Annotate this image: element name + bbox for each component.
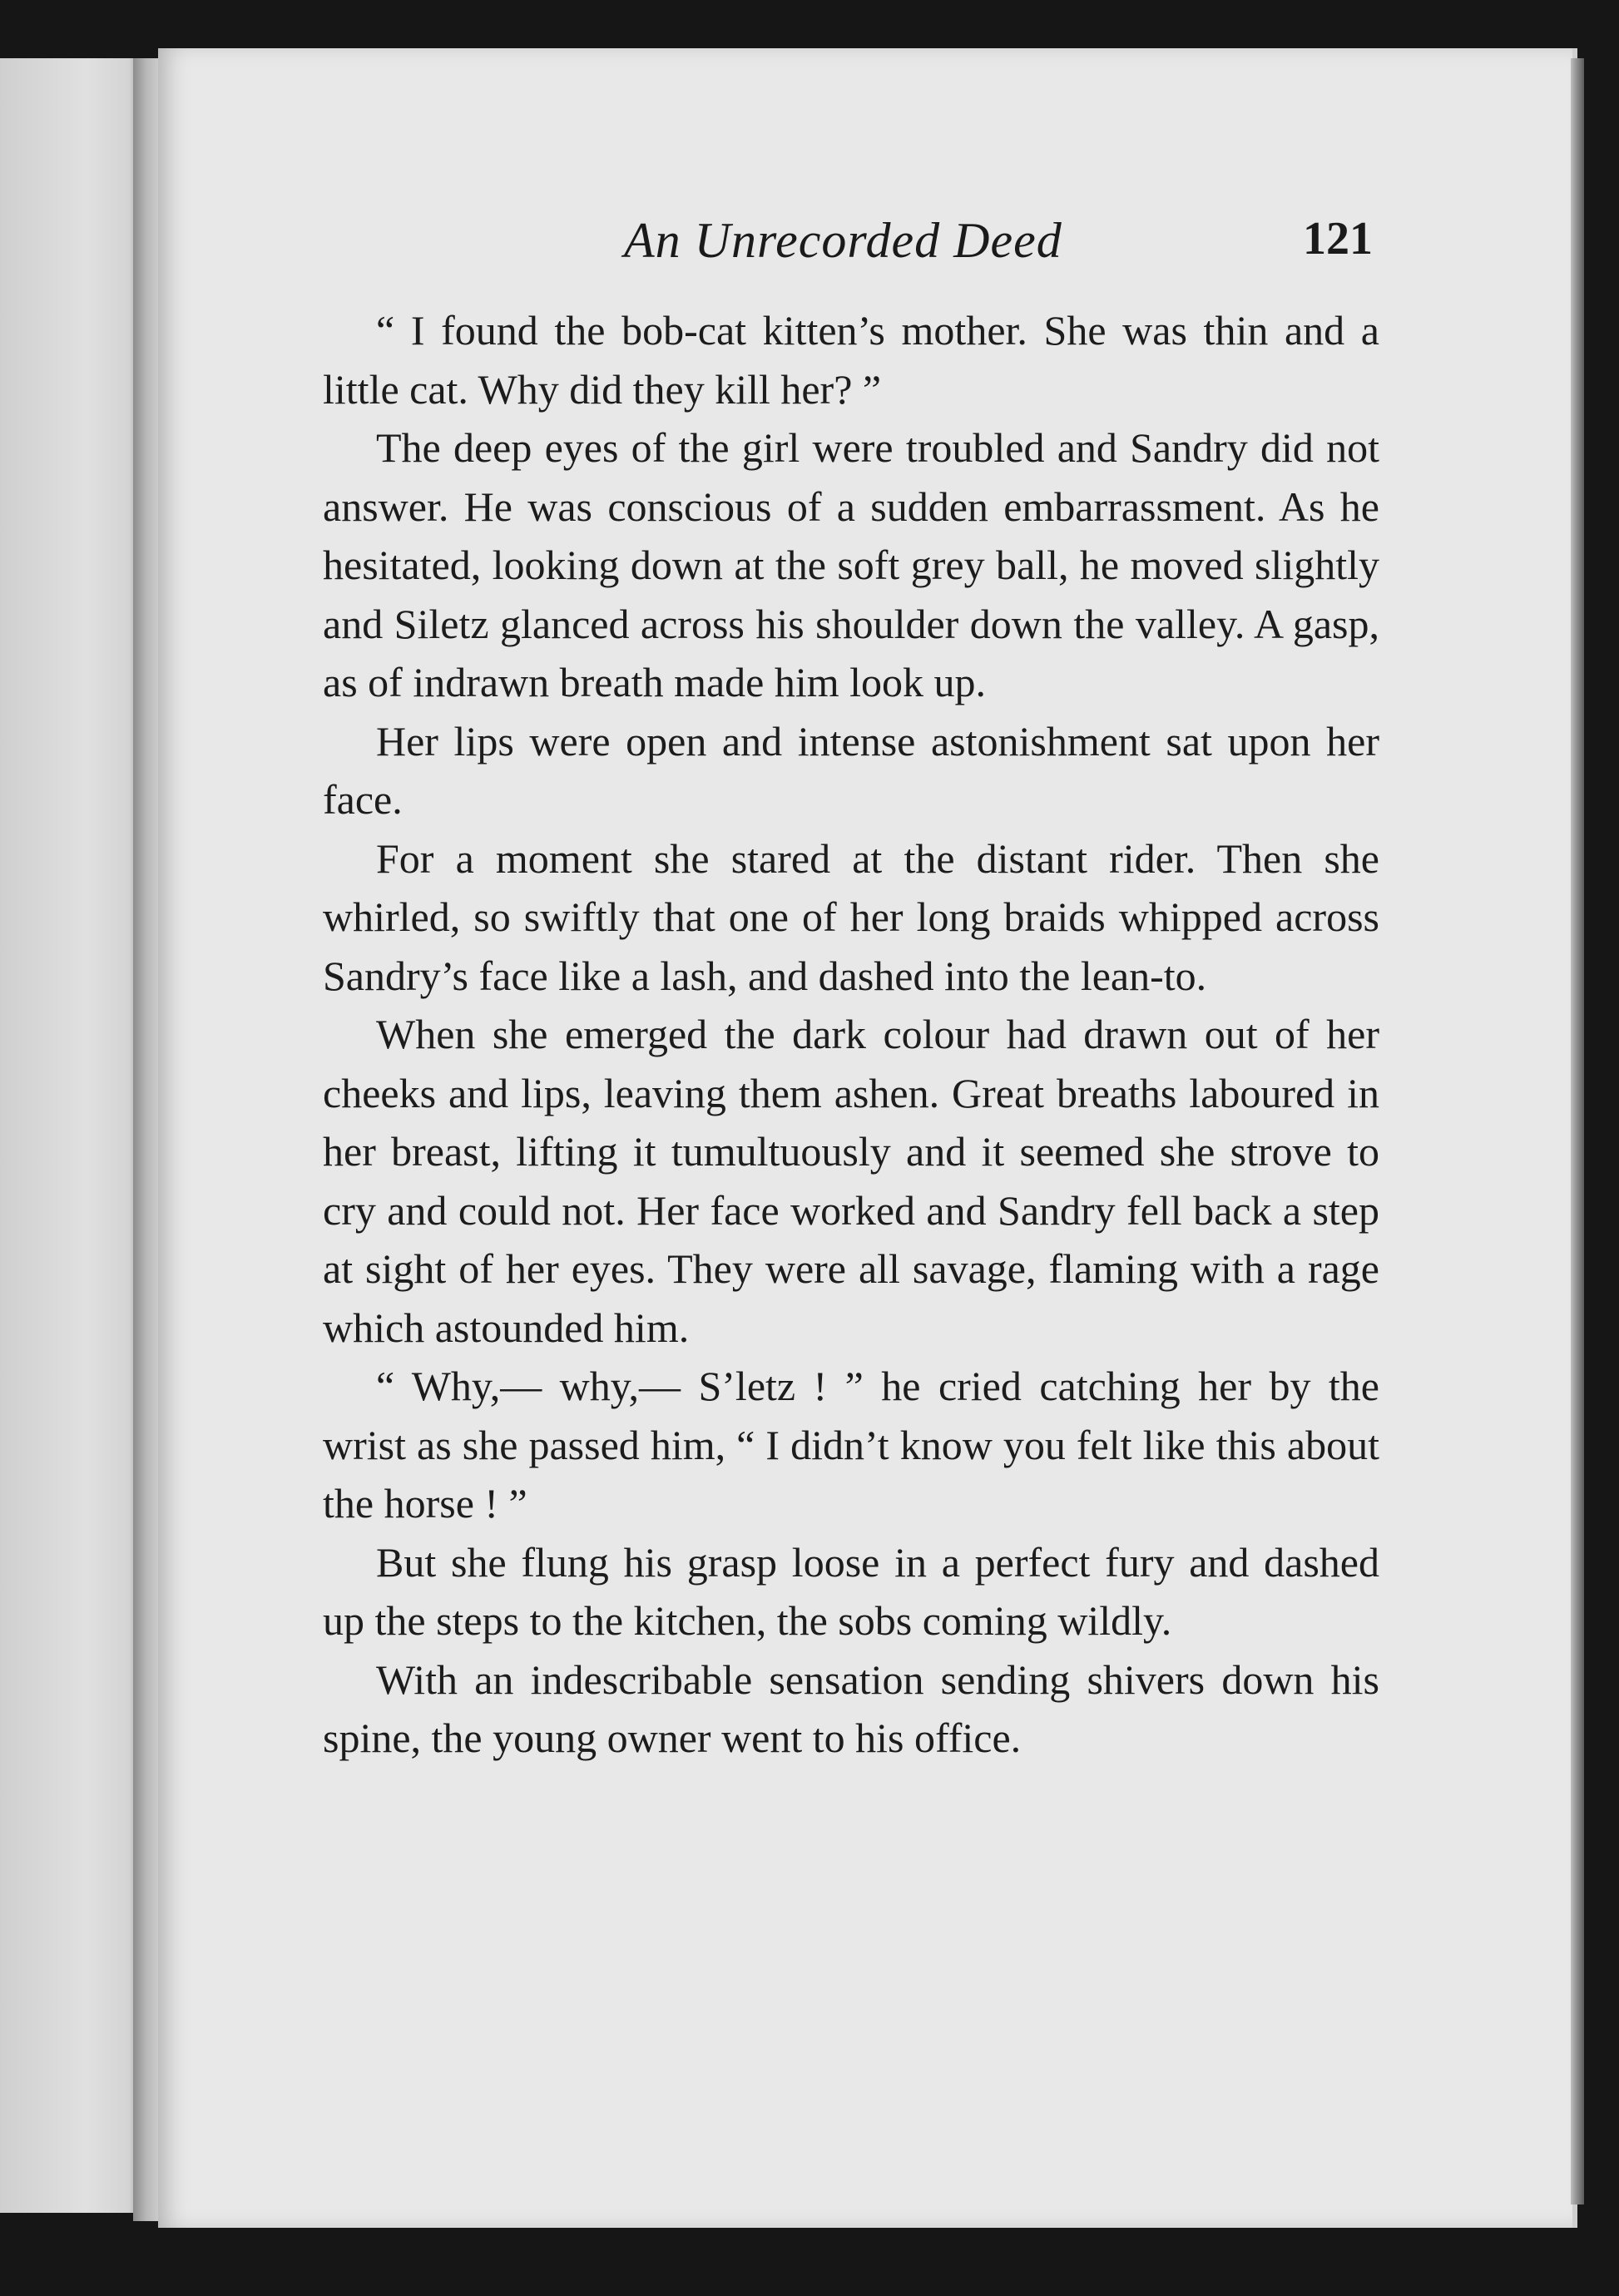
paragraph: “ Why,— why,— S’letz ! ” he cried catching her by the wrist as she passed him, “ I didn’t know you felt like this about the horse ! ” xyxy=(323,1363,1379,1527)
paragraph: “ I found the bob-cat kitten’s mother. She was thin and a little cat. Why did they kill her? ” xyxy=(323,307,1379,413)
page-edge-shadow xyxy=(1571,58,1584,2204)
page-number: 121 xyxy=(1303,213,1373,265)
running-title: An Unrecorded Deed xyxy=(624,213,1062,268)
paragraph: The deep eyes of the girl were troubled and Sandry did not answer. He was conscious of a sudden embarrassment. As he hesitated, looking down at the soft grey ball, he moved slightly and Siletz glanced across his shoulder down the valley. A gasp, as of indrawn breath made him look up. xyxy=(323,424,1379,705)
paragraph: But she flung his grasp loose in a perfect fury and dashed up the steps to the kitchen, the sobs coming wildly. xyxy=(323,1538,1379,1644)
paragraph: With an indescribable sensation sending shivers down his spine, the young owner went to his office. xyxy=(323,1655,1379,1761)
running-head xyxy=(624,212,1373,279)
body-text xyxy=(323,301,1379,1768)
left-page-edge xyxy=(0,58,143,2213)
paragraph: When she emerged the dark colour had drawn out of her cheeks and lips, leaving them ashen. Great breaths laboured in her breast, lifting it tumultuously and it seemed she strove to cry and could not. Her face worked and Sandry fell back a step at sight of her eyes. They were all savage, flaming with a rage which astounded him. xyxy=(323,1011,1379,1351)
paragraph: For a moment she stared at the distant rider. Then she whirled, so swiftly that one of her long braids whipped across Sandry’s face like a lash, and dashed into the lean-to. xyxy=(323,834,1379,999)
paragraph: Her lips were open and intense astonishment sat upon her face. xyxy=(323,717,1379,823)
